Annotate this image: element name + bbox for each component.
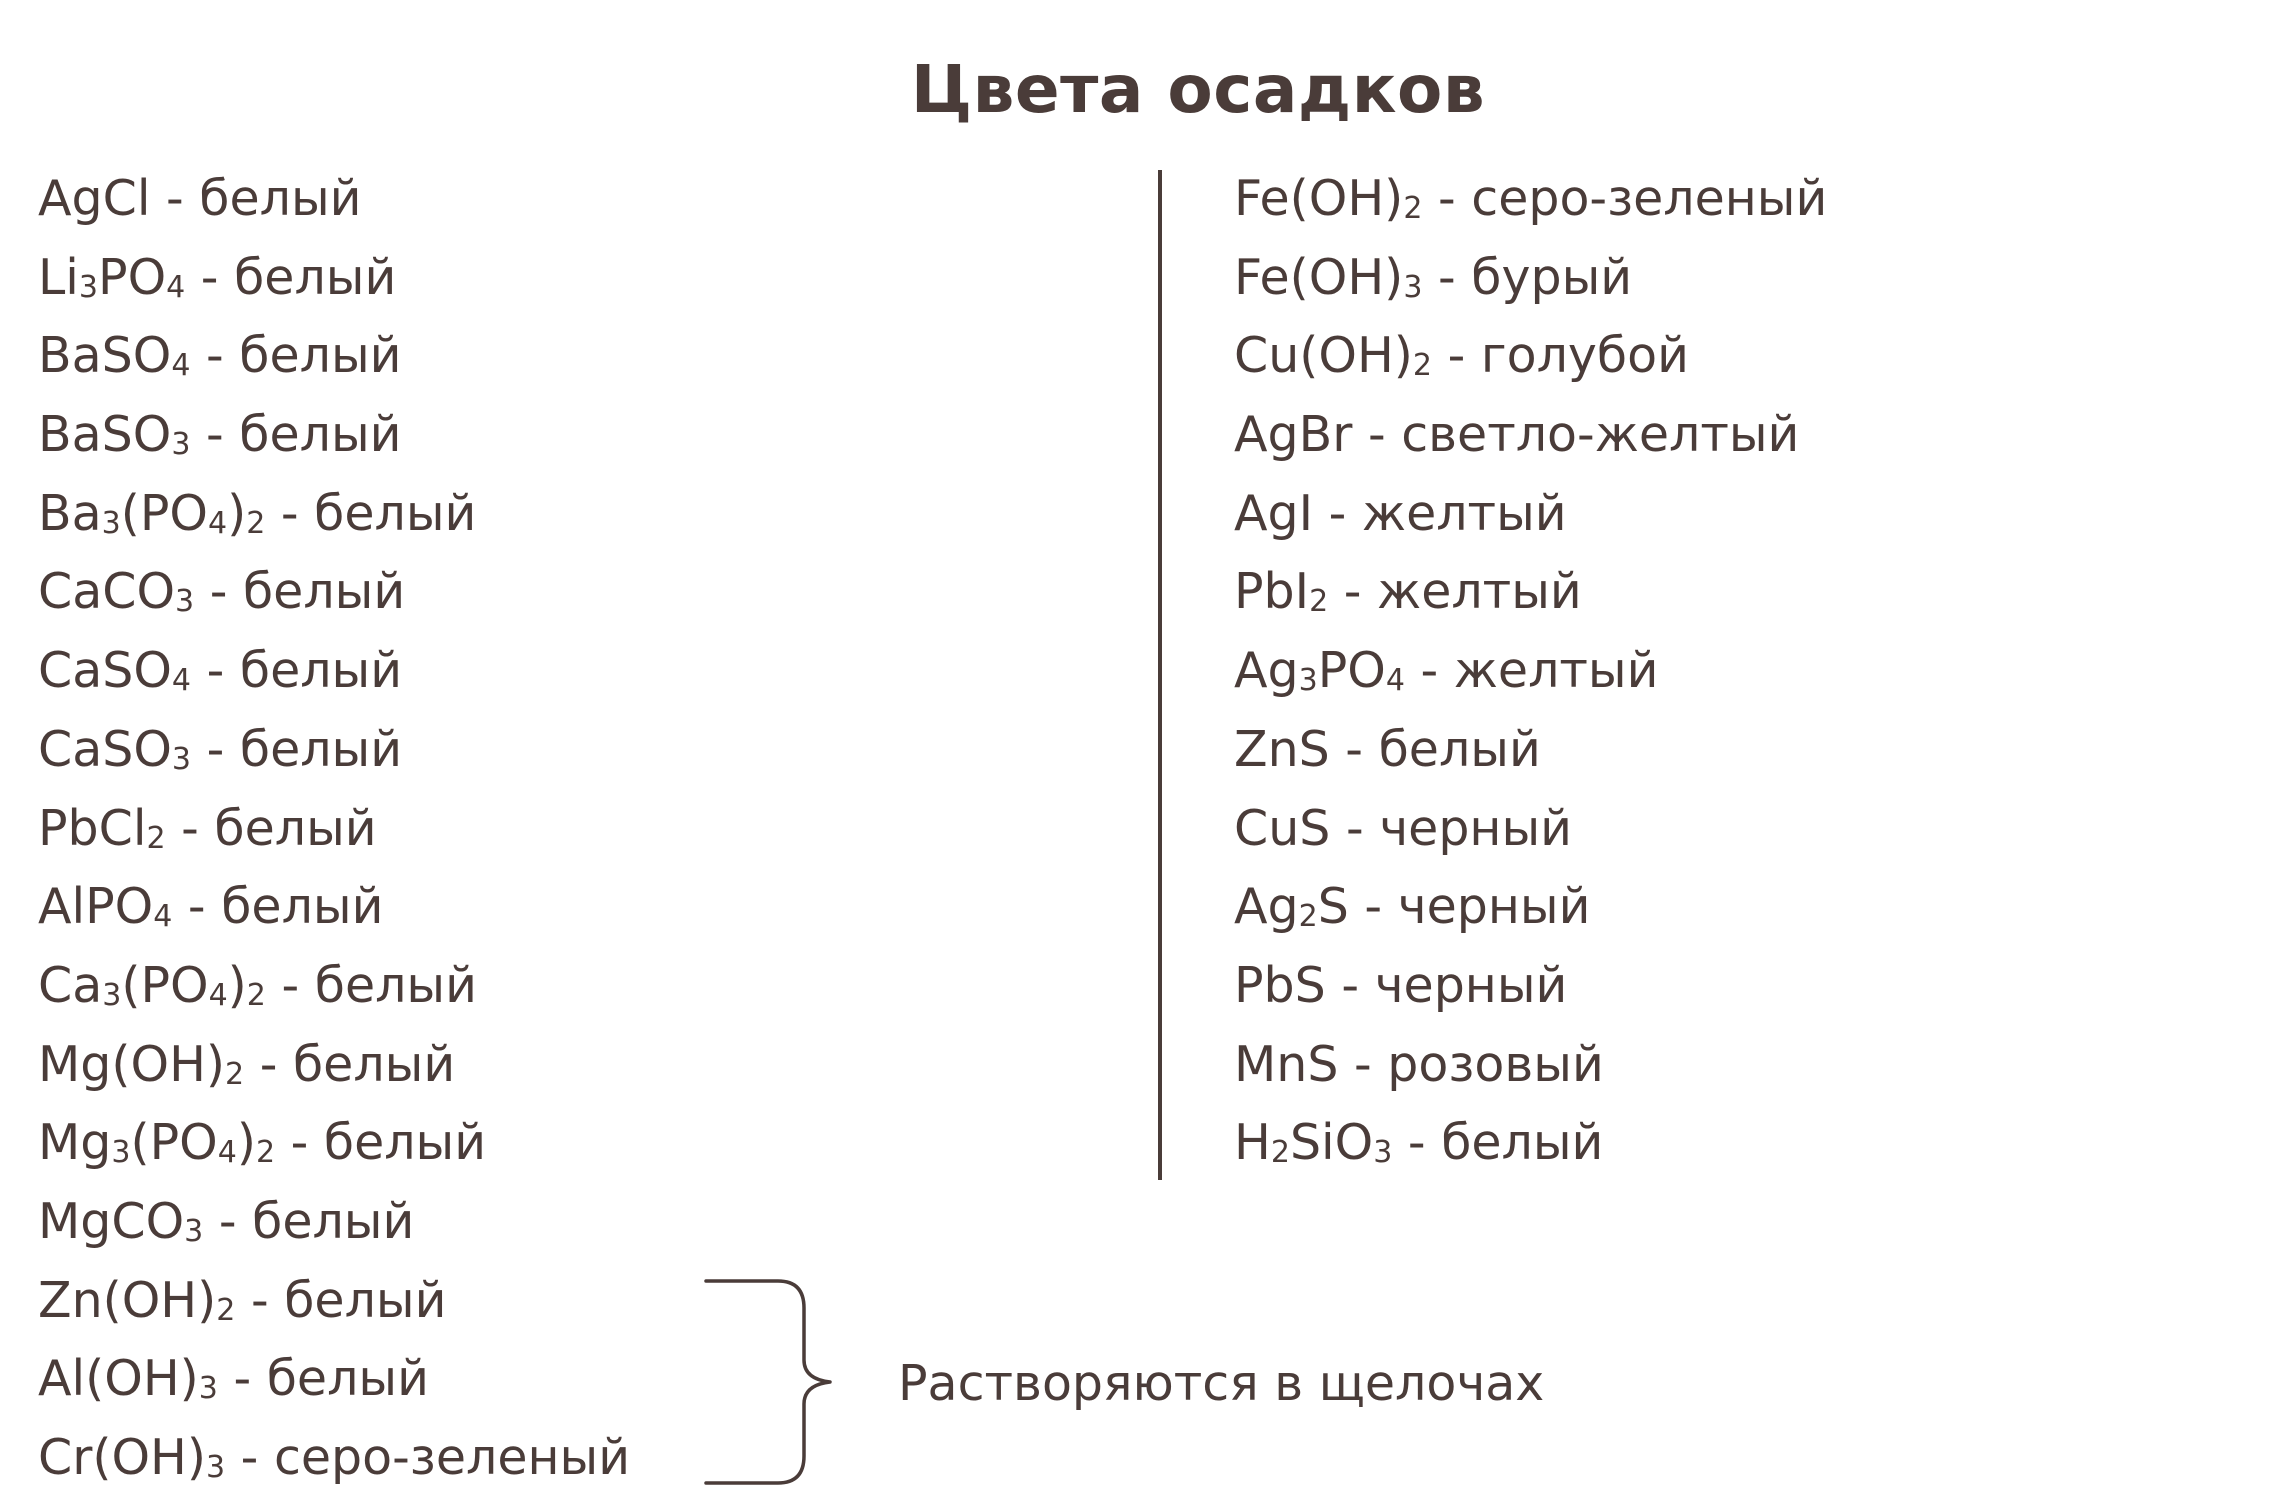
compound-formula [38,642,191,699]
precipitate-color: желтый [1377,563,1582,621]
formula-part: Ag [1234,642,1299,700]
compound-formula [1234,642,1405,699]
formula-part: AgI [1234,484,1314,542]
compound-formula [1234,406,1352,463]
separator: - [1432,327,1481,385]
compound-formula [38,957,266,1014]
compound-formula [1234,327,1432,384]
separator: - [1392,1114,1442,1172]
formula-part: (PO [120,484,208,542]
precipitate-color: светло-желтый [1401,406,1800,464]
separator: - [1313,484,1362,542]
separator: - [265,484,315,542]
formula-part: ) [227,484,247,542]
formula-part: Cr(OH) [38,1429,207,1486]
right-column [1234,160,1827,1183]
precipitate-color: белый [214,799,377,857]
formula-subscript: 3 [175,584,195,620]
compound-row [38,1026,630,1105]
formula-subscript: 4 [208,977,228,1013]
formula-part: CuS [1234,799,1331,857]
compound-formula [1234,800,1330,857]
column-divider [1158,170,1162,1180]
formula-subscript: 4 [153,899,173,935]
separator: - [191,720,240,778]
formula-subscript: 2 [1309,584,1329,620]
separator: - [190,327,240,385]
separator: - [1338,1035,1388,1093]
precipitate-color: белый [1441,1114,1604,1172]
separator: - [225,1429,274,1486]
compound-formula [38,1036,244,1093]
formula-part: Mg [38,1114,112,1172]
compound-formula [1234,957,1326,1014]
compound-row [38,1419,630,1498]
precipitate-color: белый [199,170,362,227]
formula-subscript: 2 [225,1056,245,1092]
compound-formula [1234,1036,1338,1093]
separator: - [150,170,200,227]
compound-row [38,1183,630,1262]
formula-part: PO [1317,642,1386,700]
compound-row [38,1262,630,1341]
formula-subscript: 2 [216,1292,236,1328]
precipitate-color: белый [239,720,403,778]
formula-subscript: 4 [217,1135,237,1171]
compound-formula [38,721,191,778]
separator: - [203,1192,253,1250]
formula-part: CaSO [38,642,172,700]
compound-row [38,239,630,318]
compound-formula [38,1114,275,1171]
formula-part: AgBr [1234,406,1353,464]
formula-subscript: 2 [246,505,266,541]
compound-formula [1234,485,1313,542]
formula-part: Ag [1234,878,1299,936]
separator: - [244,1035,293,1093]
formula-part: ) [236,1114,256,1172]
compound-formula [38,170,150,227]
formula-subscript: 2 [1412,348,1433,384]
compound-row [1234,1026,1827,1105]
formula-part: Cu(OH) [1234,327,1413,385]
precipitate-color: серо-зеленый [1471,170,1828,227]
formula-part: Al(OH) [38,1350,199,1408]
separator: - [217,1350,267,1408]
formula-subscript: 3 [1298,663,1318,699]
compound-row [38,790,630,869]
precipitate-color: черный [1374,956,1568,1014]
separator: - [165,799,215,857]
formula-part: MgCO [38,1192,185,1250]
compound-row [1234,160,1827,239]
separator: - [1422,248,1472,306]
formula-part: CaCO [38,563,176,621]
formula-subscript: 3 [1403,269,1423,305]
formula-part: Fe(OH) [1234,170,1404,227]
formula-subscript: 3 [171,427,191,463]
compound-row [38,711,630,790]
separator: - [1329,720,1379,778]
precipitate-color: голубой [1480,327,1689,385]
separator: - [1404,642,1454,700]
compound-row [38,475,630,554]
compound-formula [1234,563,1328,620]
precipitate-color: белый [323,1114,487,1172]
precipitate-color: белый [1378,720,1541,778]
separator: - [275,1114,324,1172]
compound-row [1234,1104,1827,1183]
formula-part: AlPO [38,878,154,936]
brace-note: Растворяются в щелочах [898,1355,1545,1412]
compound-formula [38,800,166,857]
separator: - [235,1271,285,1329]
separator: - [1352,406,1402,464]
compound-formula [38,563,194,620]
brace-icon [700,1278,850,1488]
compound-formula [1234,249,1422,306]
compound-formula [1234,721,1330,778]
separator: - [1325,956,1375,1014]
compound-formula [38,1429,225,1486]
separator: - [185,248,235,306]
formula-part: Ba [38,484,102,542]
formula-part: S [1317,878,1349,936]
separator: - [172,878,222,936]
compound-formula [38,406,190,463]
precipitate-color: серо-зеленый [273,1429,631,1486]
formula-part: ) [227,956,247,1014]
separator: - [191,642,240,700]
compound-row [38,632,630,711]
separator: - [1422,170,1472,227]
precipitate-color: белый [242,563,406,621]
precipitate-color: желтый [1453,642,1659,700]
precipitate-color: черный [1379,799,1572,857]
compound-row [1234,868,1827,947]
compound-row [38,947,630,1026]
formula-part: Fe(OH) [1234,248,1404,306]
compound-row [1234,475,1827,554]
formula-subscript: 2 [1403,191,1423,226]
formula-subscript: 4 [1385,663,1405,699]
formula-subscript: 3 [184,1213,204,1249]
precipitate-color: белый [314,484,477,542]
formula-part: (PO [121,956,209,1014]
compound-row [1234,553,1827,632]
formula-subscript: 3 [206,1450,226,1485]
precipitate-color: белый [284,1271,447,1329]
compound-row [1234,396,1827,475]
compound-row [38,553,630,632]
separator: - [194,563,243,621]
compound-row [1234,632,1827,711]
precipitate-color: белый [239,642,403,700]
separator: - [190,406,240,464]
formula-subscript: 2 [246,977,266,1013]
compound-formula [38,327,190,384]
precipitate-color: бурый [1471,248,1633,306]
formula-part: PbCl [38,799,147,857]
formula-subscript: 3 [78,269,99,305]
formula-part: AgCl [38,170,151,227]
formula-subscript: 3 [1373,1135,1393,1171]
formula-part: BaSO [38,406,172,464]
compound-row [1234,239,1827,318]
formula-part: (PO [130,1114,218,1172]
compound-row [38,396,630,475]
precipitate-color: розовый [1387,1035,1604,1093]
precipitate-color: белый [292,1035,456,1093]
formula-subscript: 4 [171,663,192,699]
compound-formula [38,249,185,306]
formula-part: Zn(OH) [38,1271,217,1329]
formula-part: ZnS [1234,720,1330,778]
compound-formula [38,485,265,542]
separator: - [1330,799,1380,857]
compound-row [38,868,630,947]
formula-part: PbI [1234,563,1310,621]
precipitate-color: белый [239,406,402,464]
precipitate-color: желтый [1361,484,1567,542]
page-title: Цвета осадков [910,51,1486,128]
compound-row [38,160,630,239]
formula-part: PO [98,248,167,306]
formula-part: PbS [1234,956,1326,1014]
precipitate-color: белый [314,956,477,1014]
compound-row [1234,790,1827,869]
precipitate-color: белый [252,1192,415,1250]
formula-part: Mg(OH) [38,1035,226,1093]
formula-part: Li [38,248,79,306]
precipitate-color: черный [1397,878,1591,936]
formula-subscript: 4 [171,348,191,384]
formula-part: SiO [1289,1114,1374,1172]
formula-subscript: 4 [207,505,228,541]
compound-formula [38,878,172,935]
compound-row [1234,711,1827,790]
precipitate-color: белый [266,1350,429,1408]
separator: - [1328,563,1378,621]
compound-row [1234,947,1827,1026]
compound-formula [38,1272,235,1329]
formula-part: H [1234,1114,1271,1172]
compound-formula [1234,1114,1392,1171]
formula-part: BaSO [38,327,172,385]
precipitate-color: белый [239,327,402,385]
formula-part: MnS [1234,1035,1339,1093]
formula-subscript: 4 [166,269,186,305]
precipitate-color: белый [234,248,397,306]
formula-subscript: 2 [1298,899,1318,935]
compound-formula [1234,878,1349,935]
separator: - [265,956,315,1014]
formula-subscript: 2 [146,820,166,856]
separator: - [1348,878,1398,936]
compound-row [1234,317,1827,396]
formula-part: Ca [38,956,103,1014]
left-column [38,160,630,1498]
formula-subscript: 3 [198,1371,218,1407]
compound-formula [1234,170,1422,227]
formula-subscript: 2 [255,1135,276,1171]
formula-subscript: 3 [102,977,122,1013]
compound-formula [38,1350,218,1407]
precipitate-color: белый [221,878,384,936]
compound-formula [38,1193,203,1250]
formula-subscript: 3 [171,741,192,777]
formula-subscript: 3 [111,1135,131,1171]
compound-row [38,317,630,396]
formula-subscript: 3 [101,505,121,541]
formula-part: CaSO [38,720,172,778]
compound-row [38,1104,630,1183]
formula-subscript: 2 [1270,1135,1290,1171]
compound-row [38,1340,630,1419]
